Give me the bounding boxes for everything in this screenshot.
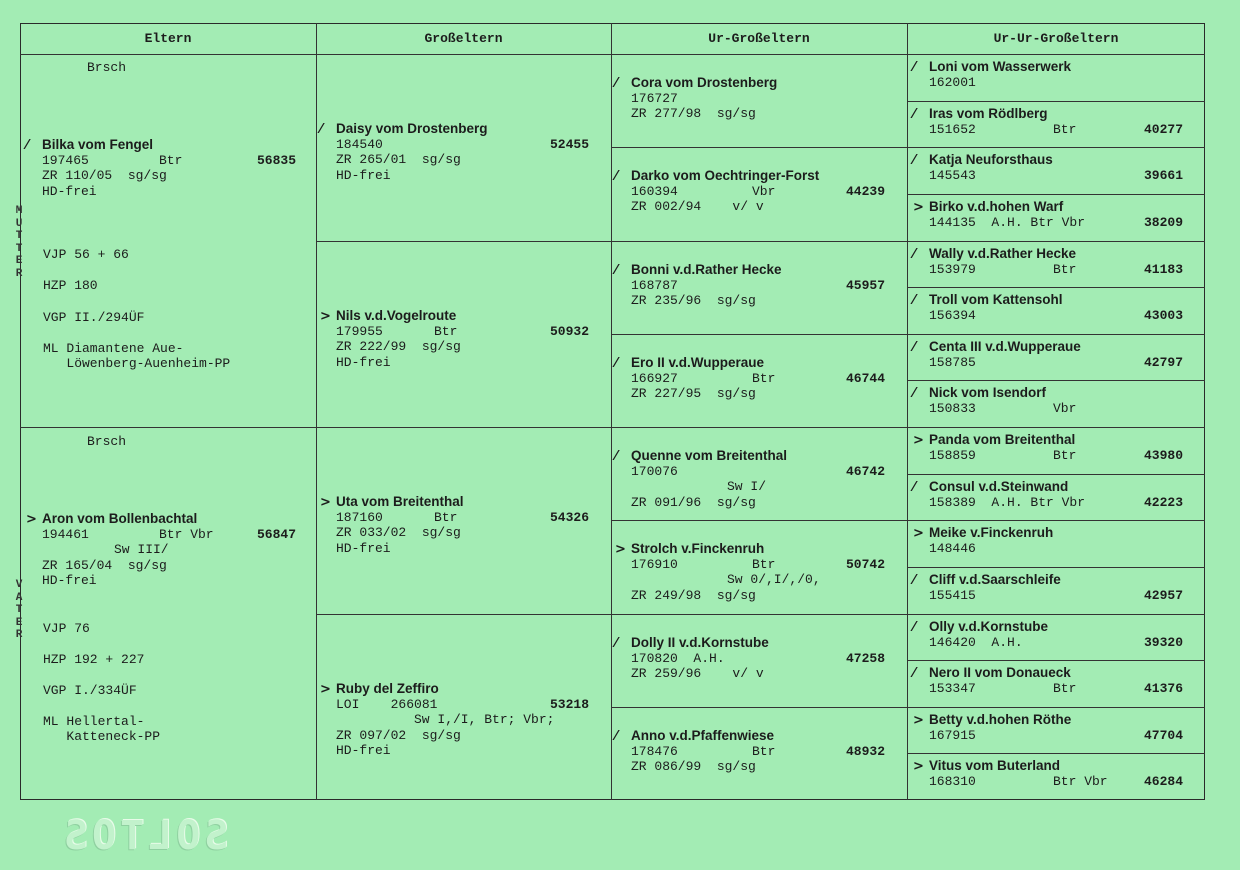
dog-number: 50932	[549, 323, 589, 339]
dog-name: Anno v.d.Pfaffenwiese	[631, 728, 775, 743]
dog-reg: 179955	[336, 323, 383, 339]
dog-reg: 170076	[631, 463, 678, 479]
dog-reg: 148446	[929, 540, 976, 556]
grandparent-entry	[320, 121, 591, 183]
dog-zr: ZR 259/96 v/ v	[631, 666, 764, 681]
great-great-grandparent-entry	[913, 246, 1185, 277]
dog-number: 42957	[1143, 587, 1183, 603]
dog-reg: 144135 A.H. Btr Vbr	[929, 214, 1086, 230]
line-mark-icon: ⁄	[26, 138, 29, 153]
grandparent-entry	[320, 681, 591, 759]
great-great-grandparent-entry	[913, 432, 1185, 463]
dog-number: 46742	[845, 463, 885, 479]
dog-tests: Btr	[752, 556, 776, 572]
dog-name: Nils v.d.Vogelroute	[336, 308, 457, 323]
dog-tests: Btr	[1053, 680, 1077, 696]
line-mark-icon: >	[320, 495, 331, 510]
dog-name: Aron vom Bollenbachtal	[42, 511, 198, 526]
grid-line	[907, 334, 1205, 335]
dog-reg: 167915	[929, 727, 976, 743]
grid-line	[907, 660, 1205, 661]
dog-zr: ZR 097/02 sg/sg	[336, 727, 461, 743]
grid-line	[907, 427, 1205, 428]
dog-reg: 158785	[929, 354, 976, 370]
great-great-grandparent-entry	[913, 479, 1185, 510]
line-mark-icon: ⁄	[615, 263, 618, 278]
dog-name: Troll vom Kattensohl	[929, 292, 1063, 307]
dog-number: 40277	[1143, 121, 1183, 137]
header-eltern: Eltern	[144, 31, 192, 46]
dog-zr: ZR 033/02 sg/sg	[336, 525, 461, 540]
dog-number: 46284	[1143, 773, 1183, 789]
line-mark-icon: ⁄	[615, 729, 618, 744]
dog-number: 38209	[1143, 214, 1183, 230]
dog-number: 42797	[1143, 354, 1183, 370]
dog-zr: ZR 086/99 sg/sg	[631, 759, 756, 774]
line-mark-icon: ⁄	[913, 573, 916, 588]
great-great-grandparent-entry	[913, 59, 1185, 90]
dog-hd: HD-frei	[336, 743, 391, 758]
dog-hd: HD-frei	[336, 540, 391, 556]
dog-reg: 153979	[929, 261, 976, 277]
dog-number: 41376	[1143, 680, 1183, 696]
dog-reg: 187160	[336, 509, 383, 525]
dog-reg: 170820 A.H.	[631, 650, 725, 666]
dog-tests: Btr	[1053, 447, 1077, 463]
dog-reg: LOI 266081	[336, 696, 438, 712]
line-mark-icon: >	[615, 542, 626, 557]
header-urgrosseltern: Ur-Großeltern	[708, 31, 810, 46]
dog-number: 52455	[549, 136, 589, 152]
dog-reg: 162001	[929, 74, 976, 90]
dog-tests: Btr Vbr	[159, 526, 214, 542]
line-mark-icon: ⁄	[913, 60, 916, 75]
dog-number: 43003	[1143, 307, 1183, 323]
dog-tests: Btr	[434, 323, 458, 339]
dog-tests: Btr	[1053, 261, 1077, 277]
grid-line	[907, 753, 1205, 754]
dog-name: Iras vom Rödlberg	[929, 106, 1048, 121]
great-grandparent-entry	[615, 635, 887, 682]
dog-reg: 176910	[631, 556, 678, 572]
dog-tests: Btr	[752, 370, 776, 386]
dog-number: 48932	[845, 743, 885, 759]
line-mark-icon: ⁄	[913, 107, 916, 122]
grandparent-entry	[320, 308, 591, 370]
grid-line	[907, 474, 1205, 475]
dog-reg: 150833	[929, 400, 976, 416]
dog-name: Katja Neuforsthaus	[929, 152, 1053, 167]
dog-reg: 160394	[631, 183, 678, 199]
dog-name: Uta vom Breitenthal	[336, 494, 464, 509]
dog-zr: ZR 249/98 sg/sg	[631, 587, 756, 603]
line-mark-icon: >	[913, 759, 924, 774]
grid-line	[907, 194, 1205, 195]
col-divider-1	[316, 23, 317, 800]
line-mark-icon: ⁄	[913, 153, 916, 168]
dog-tests: Btr Vbr	[1053, 773, 1108, 789]
grid-line	[611, 241, 907, 242]
dog-number: 47704	[1143, 727, 1183, 743]
mother-hzp: HZP 180	[43, 278, 98, 293]
dog-name: Wally v.d.Rather Hecke	[929, 246, 1077, 261]
dog-name: Centa III v.d.Wupperaue	[929, 339, 1081, 354]
dog-reg: 145543	[929, 167, 976, 183]
great-grandparent-entry	[615, 448, 887, 510]
line-mark-icon: >	[320, 682, 331, 697]
dog-number: 41183	[1143, 261, 1183, 277]
father-color: Brsch	[87, 434, 127, 449]
grid-line	[907, 147, 1205, 148]
dog-name: Vitus vom Buterland	[929, 758, 1061, 773]
dog-zr: ZR 091/96 sg/sg	[631, 494, 756, 510]
dog-reg: 176727	[631, 90, 678, 106]
dog-name: Cora vom Drostenberg	[631, 75, 778, 90]
col-divider-2	[611, 23, 612, 800]
dog-tests: Btr	[159, 152, 183, 168]
great-great-grandparent-entry	[913, 525, 1185, 556]
dog-zr: ZR 002/94 v/ v	[631, 199, 764, 214]
grid-line	[907, 520, 1205, 521]
line-mark-icon: ⁄	[913, 247, 916, 262]
dog-name: Dolly II v.d.Kornstube	[631, 635, 769, 650]
dog-zr: ZR 235/96 sg/sg	[631, 293, 756, 308]
dog-zr: ZR 227/95 sg/sg	[631, 386, 756, 401]
dog-number: 44239	[845, 183, 885, 199]
dog-reg: 197465	[42, 152, 89, 168]
line-mark-icon: ⁄	[615, 449, 618, 464]
dog-zr: ZR 277/98 sg/sg	[631, 106, 756, 121]
great-grandparent-entry	[615, 541, 887, 603]
dog-extra: Sw I,/I, Btr; Vbr;	[414, 712, 555, 727]
dog-name: Cliff v.d.Saarschleife	[929, 572, 1061, 587]
dog-name: Ruby del Zeffiro	[336, 681, 439, 696]
dog-name: Olly v.d.Kornstube	[929, 619, 1049, 634]
dog-number: 56835	[256, 152, 296, 168]
dog-zr: ZR 265/01 sg/sg	[336, 152, 461, 167]
dog-name: Strolch v.Finckenruh	[631, 541, 765, 556]
side-label-mutter: M U T T E R	[15, 205, 23, 280]
header-grosseltern: Großeltern	[424, 31, 503, 46]
dog-number: 39661	[1143, 167, 1183, 183]
dog-name: Ero II v.d.Wupperaue	[631, 355, 765, 370]
dog-name: Nero II vom Donaueck	[929, 665, 1071, 680]
dog-name: Meike v.Finckenruh	[929, 525, 1054, 540]
line-mark-icon: ⁄	[320, 122, 323, 137]
grid-line	[611, 520, 907, 521]
mother-color: Brsch	[87, 60, 127, 75]
dog-number: 47258	[845, 650, 885, 666]
dog-name: Nick vom Isendorf	[929, 385, 1047, 400]
dog-name: Daisy vom Drostenberg	[336, 121, 488, 136]
embossed-stamp: SOLTOS	[60, 813, 229, 859]
dog-reg: 146420 A.H.	[929, 634, 1023, 650]
dog-name: Darko vom Oechtringer-Forst	[631, 168, 820, 183]
dog-reg: 156394	[929, 307, 976, 323]
dog-hd: HD-frei	[336, 354, 391, 370]
dog-extra: Sw 0/,I/,/0,	[727, 572, 821, 587]
great-great-grandparent-entry	[913, 665, 1185, 696]
dog-name: Quenne vom Breitenthal	[631, 448, 788, 463]
great-grandparent-entry	[615, 168, 887, 215]
great-great-grandparent-entry	[913, 199, 1185, 230]
grid-line	[907, 567, 1205, 568]
dog-name: Panda vom Breitenthal	[929, 432, 1076, 447]
father-hzp: HZP 192 + 227	[43, 652, 145, 667]
great-great-grandparent-entry	[913, 339, 1185, 370]
father-ml-line2: Katteneck-PP	[43, 729, 161, 744]
line-mark-icon: ⁄	[913, 480, 916, 495]
line-mark-icon: ⁄	[913, 620, 916, 635]
dog-number: 56847	[256, 526, 296, 542]
great-great-grandparent-entry	[913, 572, 1185, 603]
grandparent-entry	[320, 494, 591, 556]
header-divider	[20, 54, 1205, 55]
great-great-grandparent-entry	[913, 385, 1185, 416]
grid-line	[907, 614, 1205, 615]
dog-number: 39320	[1143, 634, 1183, 650]
dog-tests: Vbr	[752, 183, 776, 199]
dog-reg: 178476	[631, 743, 678, 759]
dog-extra: Sw III/	[114, 542, 169, 557]
dog-reg: 168787	[631, 277, 678, 293]
line-mark-icon: ⁄	[615, 76, 618, 91]
great-great-grandparent-entry	[913, 758, 1185, 789]
line-mark-icon: ⁄	[913, 293, 916, 308]
line-mark-icon: ⁄	[913, 666, 916, 681]
dog-name: Bonni v.d.Rather Hecke	[631, 262, 782, 277]
grid-line	[611, 334, 907, 335]
mother-entry	[26, 137, 298, 199]
dog-reg: 158389 A.H. Btr Vbr	[929, 494, 1086, 510]
mother-ml-line2: Löwenberg-Auenheim-PP	[43, 356, 231, 371]
dog-extra: Sw I/	[727, 479, 767, 494]
dog-reg: 184540	[336, 136, 383, 152]
dog-name: Bilka vom Fengel	[42, 137, 154, 152]
dog-hd: HD-frei	[42, 183, 97, 199]
great-great-grandparent-entry	[913, 619, 1185, 650]
dog-number: 45957	[845, 277, 885, 293]
dog-number: 50742	[845, 556, 885, 572]
dog-number: 54326	[549, 509, 589, 525]
great-grandparent-entry	[615, 75, 887, 122]
dog-tests: Btr	[1053, 121, 1077, 137]
great-grandparent-entry	[615, 728, 887, 775]
dog-hd: HD-frei	[336, 167, 391, 183]
dog-reg: 168310	[929, 773, 976, 789]
dog-reg: 151652	[929, 121, 976, 137]
dog-reg: 166927	[631, 370, 678, 386]
grid-line	[907, 380, 1205, 381]
grid-line	[907, 287, 1205, 288]
great-great-grandparent-entry	[913, 106, 1185, 137]
line-mark-icon: >	[913, 433, 924, 448]
side-label-vater: V A T E R	[15, 579, 23, 642]
dog-reg: 153347	[929, 680, 976, 696]
dog-zr: ZR 222/99 sg/sg	[336, 339, 461, 354]
grid-line	[907, 241, 1205, 242]
line-mark-icon: ⁄	[615, 356, 618, 371]
grid-line	[611, 427, 907, 428]
line-mark-icon: >	[913, 526, 924, 541]
line-mark-icon: ⁄	[615, 169, 618, 184]
grid-line	[611, 147, 907, 148]
grid-line	[316, 614, 611, 615]
dog-name: Birko v.d.hohen Warf	[929, 199, 1064, 214]
dog-reg: 155415	[929, 587, 976, 603]
line-mark-icon: ⁄	[913, 340, 916, 355]
line-mark-icon: >	[913, 200, 924, 215]
father-vgp: VGP I./334ÜF	[43, 683, 137, 698]
great-grandparent-entry	[615, 355, 887, 402]
dog-zr: ZR 110/05 sg/sg	[42, 168, 167, 183]
father-ml-line1: ML Hellertal-	[43, 714, 145, 729]
line-mark-icon: >	[320, 309, 331, 324]
great-grandparent-entry	[615, 262, 887, 309]
dog-reg: 194461	[42, 526, 89, 542]
mother-vgp: VGP II./294ÜF	[43, 310, 145, 325]
dog-name: Loni vom Wasserwerk	[929, 59, 1072, 74]
col-divider-3	[907, 23, 908, 800]
dog-name: Consul v.d.Steinwand	[929, 479, 1069, 494]
dog-tests: Btr	[434, 509, 458, 525]
dog-tests: Vbr	[1053, 400, 1077, 416]
father-entry	[26, 511, 298, 589]
mother-ml-line1: ML Diamantene Aue-	[43, 341, 184, 356]
line-mark-icon: ⁄	[913, 386, 916, 401]
line-mark-icon: >	[26, 512, 37, 527]
line-mark-icon: >	[913, 713, 924, 728]
grid-line	[611, 614, 907, 615]
dog-reg: 158859	[929, 447, 976, 463]
dog-number: 42223	[1143, 494, 1183, 510]
father-vjp: VJP 76	[43, 621, 90, 636]
grid-line	[316, 427, 611, 428]
great-great-grandparent-entry	[913, 152, 1185, 183]
header-ururgrosseltern: Ur-Ur-Großeltern	[993, 31, 1119, 46]
grid-line	[907, 707, 1205, 708]
great-great-grandparent-entry	[913, 712, 1185, 743]
great-great-grandparent-entry	[913, 292, 1185, 323]
dog-number: 46744	[845, 370, 885, 386]
grid-line	[316, 241, 611, 242]
line-mark-icon: ⁄	[615, 636, 618, 651]
grid-line	[907, 101, 1205, 102]
dog-zr: ZR 165/04 sg/sg	[42, 557, 167, 573]
mother-vjp: VJP 56 + 66	[43, 247, 129, 262]
dog-hd: HD-frei	[42, 573, 97, 588]
grid-line	[20, 427, 316, 428]
grid-line	[611, 707, 907, 708]
dog-name: Betty v.d.hohen Röthe	[929, 712, 1072, 727]
dog-number: 43980	[1143, 447, 1183, 463]
dog-number: 53218	[549, 696, 589, 712]
dog-tests: Btr	[752, 743, 776, 759]
